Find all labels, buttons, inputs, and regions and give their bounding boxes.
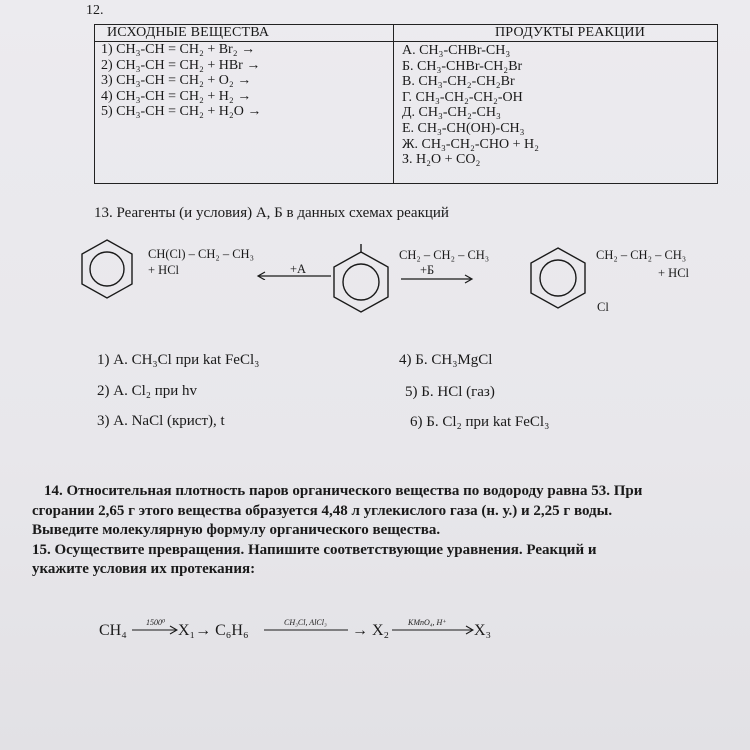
- scheme-ch4: CH₄: [99, 622, 127, 639]
- scheme-arrow-2: [264, 625, 350, 635]
- task12-table: [94, 24, 718, 184]
- reaction-arrow-right: [393, 270, 479, 284]
- right-product-cl: Cl: [597, 300, 609, 314]
- reactant-row: 2) CH₃-CH = CH₂ + HBr →: [101, 57, 261, 73]
- header-reactants: ИСХОДНЫЕ ВЕЩЕСТВА: [107, 25, 270, 40]
- reactant-row: 5) CH₃-CH = CH₂ + H₂O →: [101, 104, 262, 120]
- task14-15-text: [32, 482, 732, 580]
- reactant-row: 1) CH₃-CH = CH₂ + Br₂ →: [101, 42, 256, 57]
- task15-line: 15. Осуществите превращения. Напишите соответствующие уравнения. Реакций и: [32, 541, 597, 558]
- right-product-hcl: + HCl: [658, 266, 690, 280]
- benzene-ring-icon: [330, 244, 392, 314]
- product-row: Д. CH₃-CH₂-CH₃: [402, 105, 501, 121]
- task14-line: сгорании 2,65 г этого вещества образуется 4,48 л углекислого газа (н. у.) и 2,25 г воды.: [32, 502, 613, 519]
- scheme-condition-1: 1500⁰: [146, 618, 166, 627]
- reactants-column: [101, 42, 261, 120]
- task15-line: укажите условия их протекания:: [32, 561, 256, 577]
- left-product-formula: [148, 246, 254, 278]
- left-product-line1: CH(Cl) – CH₂ – CH₃: [148, 247, 254, 261]
- scheme-condition-2: CH₃Cl, AlCl₃: [284, 618, 327, 627]
- right-product-chain: CH₂ – CH₂ – CH₃: [596, 248, 687, 262]
- scheme-x2: → X₂: [352, 622, 390, 639]
- product-row: З. H₂O + CO₂: [402, 152, 481, 168]
- task13-option: 4) Б. CH₃MgCl: [399, 352, 493, 368]
- product-row: Б. CH₃-CHBr-CH₂Br: [402, 58, 523, 74]
- task12-number: 12.: [86, 3, 104, 18]
- task13-option: 1) А. CH₃Cl при kat FeCl₃: [97, 352, 260, 368]
- benzene-ring-icon: [79, 238, 135, 300]
- scheme-arrow-1: [132, 625, 178, 635]
- product-row: В. CH₃-CH₂-CH₂Br: [402, 74, 515, 90]
- scheme-condition-3: KMnO₄, H⁺: [408, 618, 447, 627]
- arrow-left-label: +A: [290, 262, 307, 276]
- scheme-x1-c6h6: X₁→ C₆H₆: [178, 622, 249, 639]
- task13-option: 5) Б. HCl (газ): [405, 384, 495, 400]
- scheme-x3: X₃: [474, 622, 492, 639]
- product-row: Ж. CH₃-CH₂-CHO + H₂: [402, 136, 539, 152]
- product-row: А. CH₃-CHBr-CH₃: [402, 43, 511, 58]
- reactant-row: 4) CH₃-CH = CH₂ + H₂ →: [101, 88, 252, 104]
- product-row: Г. CH₃-CH₂-CH₂-OH: [402, 89, 523, 105]
- reactant-row: 3) CH₃-CH = CH₂ + O₂ →: [101, 73, 252, 89]
- task13-option: 3) А. NaCl (крист), t: [97, 413, 225, 429]
- product-row: Е. CH₃-CH(OH)-CH₃: [402, 120, 525, 136]
- header-products: ПРОДУКТЫ РЕАКЦИИ: [495, 25, 646, 40]
- scheme-arrow-3: [392, 625, 474, 635]
- task13-option: 6) Б. Cl₂ при kat FeCl₃: [410, 414, 550, 430]
- benzene-ring-icon: [527, 244, 589, 312]
- arrow-right-label: +Б: [420, 263, 435, 277]
- task13-title: 13. Реагенты (и условия) А, Б в данных схемах реакций: [94, 205, 449, 221]
- task14-line: 14. Относительная плотность паров органического вещества по водороду равна 53. При: [44, 483, 643, 499]
- table-column-divider: [393, 25, 394, 183]
- center-substituent-formula: CH₂ – CH₂ – CH₃: [399, 248, 490, 262]
- task13-option: 2) А. Cl₂ при hv: [97, 383, 198, 399]
- task14-line: Выведите молекулярную формулу органического вещества.: [32, 522, 441, 538]
- left-product-line2: + HCl: [148, 263, 180, 277]
- products-column: [402, 43, 539, 168]
